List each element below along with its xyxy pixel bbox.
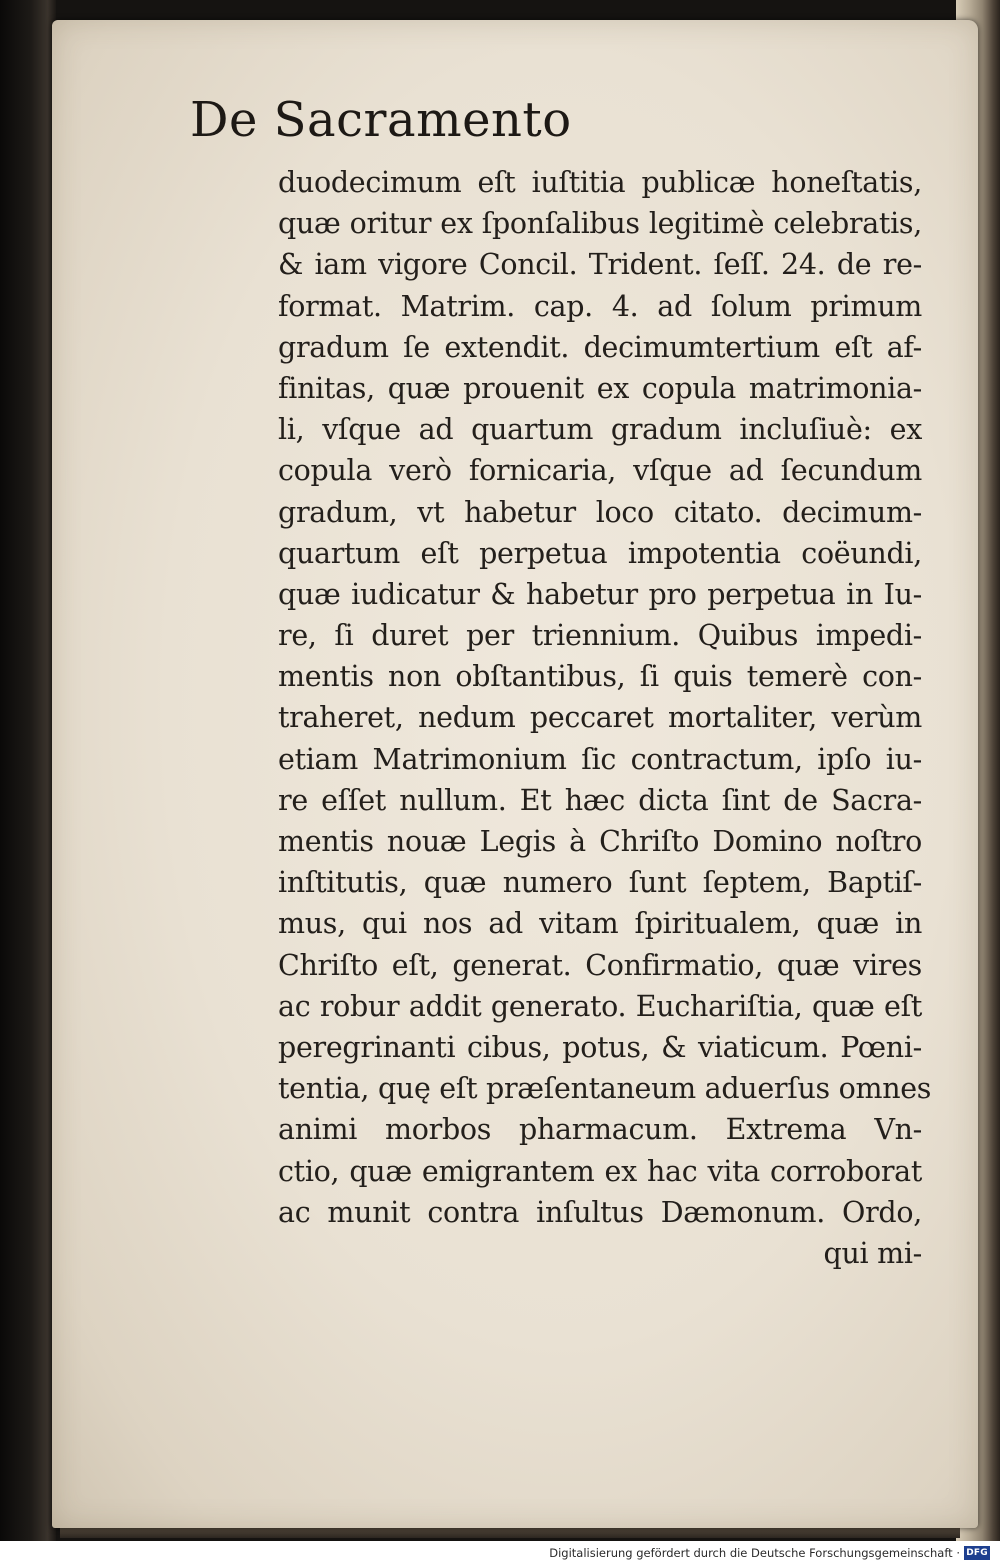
text-line: mentis nouæ Legis à Chriſto Domino noſtro bbox=[278, 825, 922, 858]
digitization-credit: Digitalisierung gefördert durch die Deutsche Forschungsgemeinschaft · bbox=[549, 1546, 960, 1560]
running-head: De Sacramento bbox=[190, 92, 572, 148]
text-line: peregrinanti cibus, potus, & viaticum. Pœni- bbox=[278, 1030, 922, 1064]
text-line: animi morbos pharmacum. Extrema Vn- bbox=[278, 1113, 922, 1147]
text-line: mus, qui nos ad vitam ſpiritualem, quæ in bbox=[278, 907, 922, 941]
text-line: re, ſi duret per triennium. Quibus impedi- bbox=[278, 619, 922, 653]
text-line: Chriſto eſt, generat. Confirmatio, quæ vires bbox=[278, 948, 922, 982]
catchword: qui mi- bbox=[823, 1236, 922, 1270]
text-line: & iam vigore Concil. Trident. ſeſſ. 24. de re- bbox=[278, 248, 922, 282]
text-line: gradum ſe extendit. decimumtertium eſt af- bbox=[278, 330, 922, 364]
text-line: re eſſet nullum. Et hæc dicta ſint de Sacra- bbox=[278, 783, 922, 817]
dfg-logo: DFG bbox=[964, 1546, 990, 1560]
text-line: li, vſque ad quartum gradum incluſiuè: ex bbox=[278, 413, 922, 447]
text-line: ctio, quæ emigrantem ex hac vita corroborat bbox=[278, 1154, 922, 1188]
text-line: format. Matrim. cap. 4. ad ſolum primum bbox=[278, 289, 922, 323]
text-line: quæ oritur ex ſponſalibus legitimè celebratis, bbox=[278, 207, 922, 241]
text-line: ac robur addit generato. Euchariſtia, quæ eſt bbox=[278, 989, 922, 1023]
body-text bbox=[278, 162, 932, 1274]
text-line: finitas, quæ prouenit ex copula matrimonia- bbox=[278, 371, 922, 405]
text-line: gradum, vt habetur loco citato. decimum- bbox=[278, 495, 922, 529]
book-spine-edge bbox=[0, 0, 56, 1565]
text-line: duodecimum eſt iuſtitia publicæ honeſtatis, bbox=[278, 166, 922, 199]
text-line: quartum eſt perpetua impotentia coëundi, bbox=[278, 536, 922, 570]
text-line: etiam Matrimonium ſic contractum, ipſo iu- bbox=[278, 742, 922, 776]
text-line: tentia, quę eſt præſentaneum aduerſus omnes bbox=[278, 1072, 932, 1106]
text-line: traheret, nedum peccaret mortaliter, verùm bbox=[278, 701, 922, 735]
text-line: copula verò fornicaria, vſque ad ſecundum bbox=[278, 454, 922, 488]
text-line: mentis non obſtantibus, ſi quis temerè con- bbox=[278, 660, 922, 694]
text-line: inſtitutis, quæ numero ſunt ſeptem, Baptiſ- bbox=[278, 866, 922, 900]
text-line: ac munit contra inſultus Dæmonum. Ordo, bbox=[278, 1195, 922, 1229]
text-line: quæ iudicatur & habetur pro perpetua in Iu- bbox=[278, 577, 922, 611]
